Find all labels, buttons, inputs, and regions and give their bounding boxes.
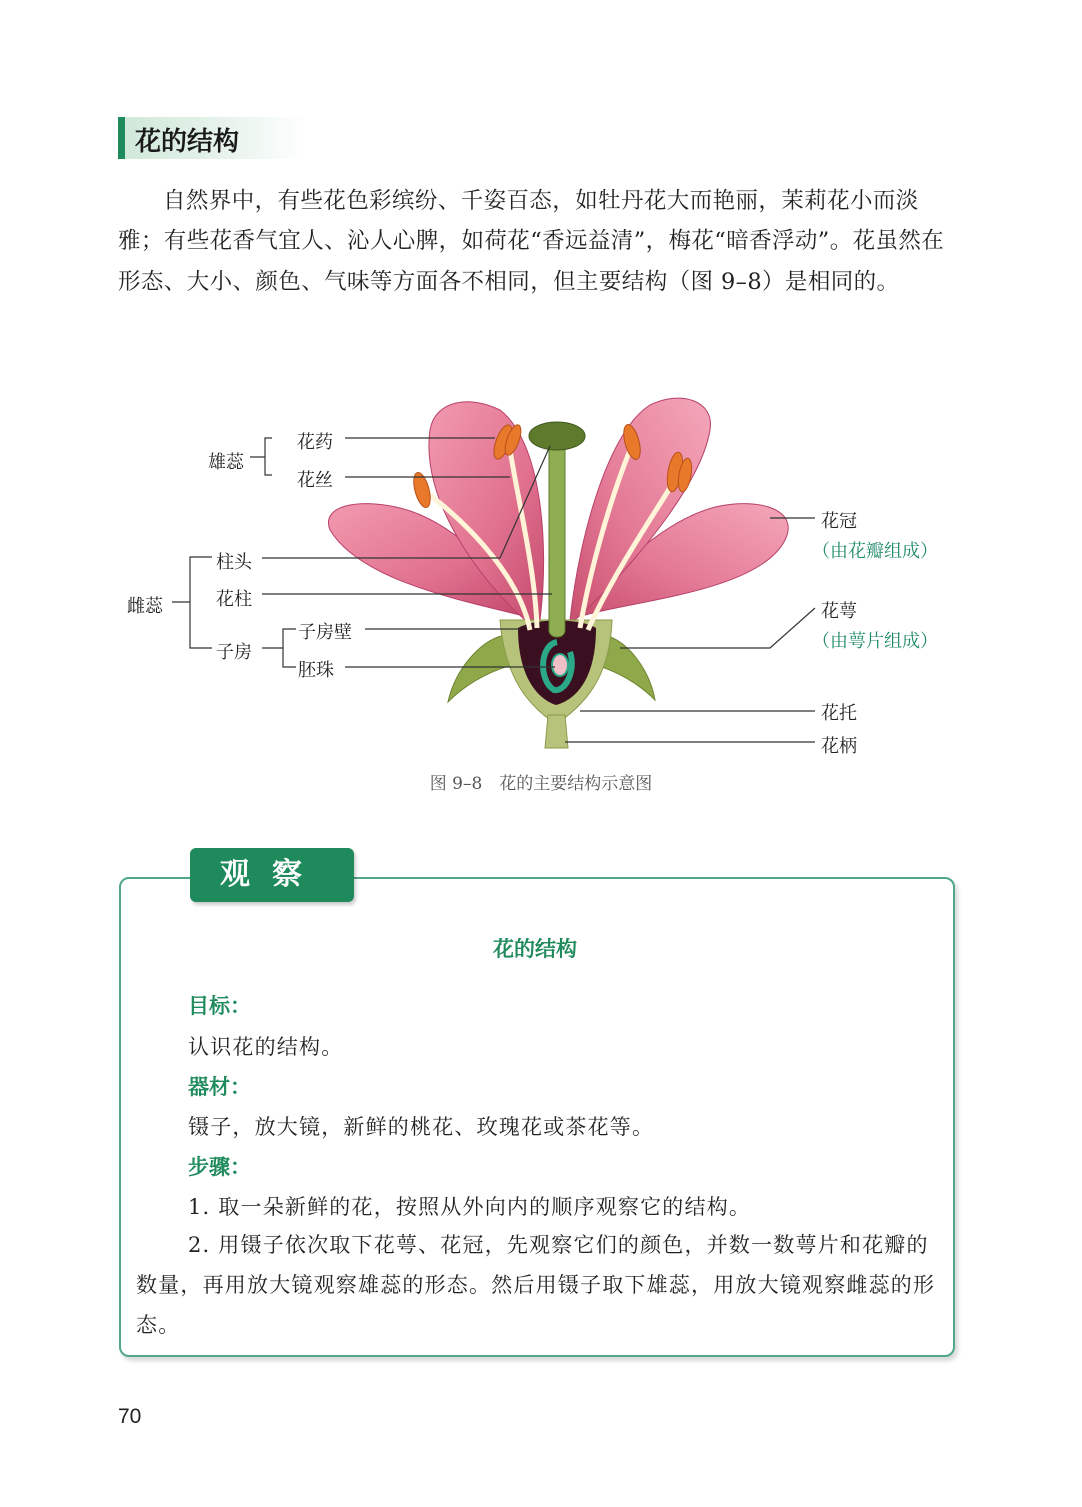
style-shape (549, 442, 565, 637)
label-calyx-note: （由萼片组成） (812, 631, 938, 652)
label-style: 花柱 (216, 589, 252, 610)
label-stamen: 雄蕊 (208, 452, 244, 473)
label-filament: 花丝 (297, 470, 333, 491)
observation-title: 花的结构 (493, 937, 577, 961)
pedicel-shape (545, 715, 568, 748)
observation-tab: 观察 (190, 848, 354, 902)
label-ovary: 子房 (216, 642, 252, 663)
ovule-core (552, 654, 568, 676)
figure-caption: 图 9–8 花的主要结构示意图 (429, 774, 653, 794)
label-corolla: 花冠 (821, 511, 857, 532)
step-1: 1. 取一朵新鲜的花，按照从外向内的顺序观察它的结构。 (188, 1195, 752, 1219)
flower-illustration (0, 380, 1082, 770)
section-heading (118, 117, 308, 159)
label-ovule: 胚珠 (298, 660, 334, 681)
label-corolla-note: （由花瓣组成） (812, 541, 938, 562)
steps-label: 步骤： (188, 1155, 251, 1179)
label-stigma: 柱头 (216, 552, 252, 573)
sepal-left (448, 635, 512, 702)
label-anther: 花药 (297, 432, 333, 453)
label-receptacle: 花托 (821, 703, 857, 724)
materials-text: 镊子，放大镜，新鲜的桃花、玫瑰花或茶花等。 (188, 1115, 655, 1139)
materials-label: 器材： (188, 1075, 251, 1099)
leader-calyx (620, 608, 815, 648)
goal-text: 认识花的结构。 (188, 1035, 344, 1059)
flower-structure-figure (0, 380, 1082, 770)
section-title: 花的结构 (135, 127, 240, 157)
intro-paragraph: 自然界中，有些花色彩缤纷、千姿百态，如牡丹花大而艳丽，茉莉花小而淡雅；有些花香气宜人、沁人心脾，如荷花“香远益清”，梅花“暗香浮动”。花虽然在形态、大小、颜色、气味等方面各不相同，但主要结构（图 9–8）是相同的。 (118, 188, 945, 295)
bracket-pistil (172, 557, 212, 648)
bracket-ovary (262, 629, 296, 667)
bracket-stamen (250, 438, 272, 475)
label-calyx: 花萼 (821, 601, 857, 622)
goal-label: 目标： (188, 994, 251, 1018)
step-2: 2. 用镊子依次取下花萼、花冠，先观察它们的颜色，并数一数萼片和花瓣的数量，再用放大镜观察雄蕊的形态。然后用镊子取下雄蕊，用放大镜观察雌蕊的形态。 (136, 1233, 936, 1337)
label-pedicel: 花柄 (821, 736, 857, 757)
label-pistil: 雌蕊 (127, 596, 163, 617)
stigma-shape (529, 422, 585, 450)
page-number: 70 (118, 1405, 142, 1428)
heading-accent-bar (118, 117, 125, 159)
label-ovary-wall: 子房壁 (298, 622, 352, 643)
